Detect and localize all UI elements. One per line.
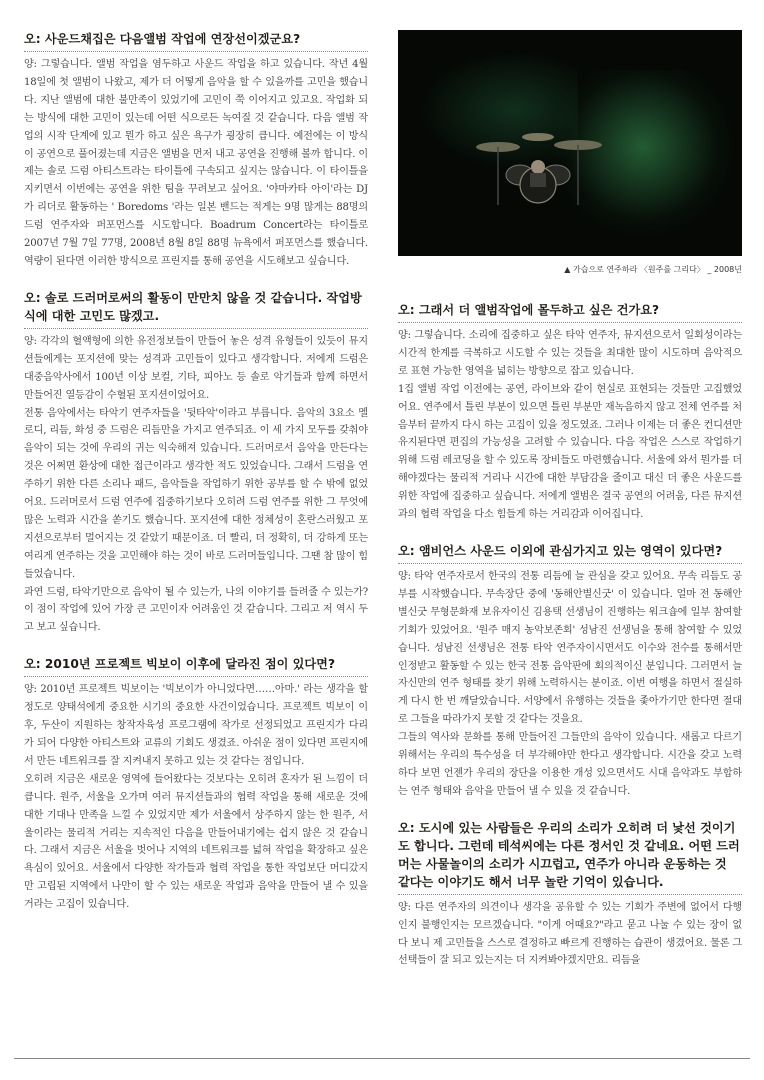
answer-text: 양: 타악 연주자로서 한국의 전통 리듬에 늘 관심을 갖고 있어요. 무속 리듬도 공부를 시작했습니다. 무속장단 중에 '동해안별신굿' 이 있습니다. 얼마 전 동해안별신굿 무형문화재 보유자이신 김용택 선생님이 진행하는 워크숍에 일부 참여할 기회가 있었어요. '원주 매지 농악보존회' 성남진 선생님을 통해 참여할 수 있었습니다. 성남진 선생님은 전통 타악 연주자이시면서도 이수와 전수를 통해서만 인정받고 활동할 수 있는 한국 전통 음악판에 회의적이신 분입니다. 그러면서 늘 자신만의 연주 형태를 찾기 위해 노력하시는 분이죠. 이번 여행을 하면서 절실하게 다시 한 번 깨달았습니다. 서양에서 유행하는 것들을 좇아가기만 한다면 절대로 그들을 따라가지 못할 것 같다는 것을요. 그들의 역사와 문화를 통해 만들어진 그들만의 음악이 있습니다. 새롭고 다르기 위해서는 우리의 특수성을 더 부각해야만 한다고 생각합니다. 시간을 갖고 노력하다 보면 언젠가 우리의 장단을 이용한 개성 있으면서도 시대 음악과도 부합하는 연주 형태와 음악을 만들어 낼 수 있을 것 같습니다. [398, 570, 742, 797]
question-heading: 오: 2010년 프로젝트 빅보이 이후에 달라진 점이 있다면? [24, 655, 368, 677]
question-heading: 오: 솔로 드러머로써의 활동이 만만치 않을 것 같습니다. 작업방식에 대한 고민도 많겠고. [24, 289, 368, 329]
qa-block [24, 655, 368, 914]
qa-block [398, 542, 742, 801]
answer-text: 양: 다른 연주자의 의견이나 생각을 공유할 수 있는 기회가 주변에 없어서 다행인지 불행인지는 모르겠습니다. "이게 어때요?"라고 묻고 나눌 수 있는 장이 없다 보니 제 고민들을 스스로 결정하고 빠르게 진행하는 습관이 생겼어요. 물론 그 선택들이 잘 되고 있는지는 더 지켜봐야겠지만요. 리듬을 [398, 901, 742, 967]
right-column [398, 30, 742, 988]
drum-kit-image [468, 125, 608, 220]
answer-text: 양: 2010년 프로젝트 빅보이는 '빅보이가 아니었다면……아마.' 라는 생각을 할 정도로 양태석에게 중요한 시기의 중요한 사건이었습니다. 프로젝트 빅보이 이후, 두산이 지원하는 창작자육성 프로그램에 작가로 선정되었고 프린지가 다리가 되어 다양한 아티스트와 교류의 기회도 생겼죠. 아쉬운 점이 있다면 프린지에서 만든 네트워크를 잘 지켜내지 못하고 있는 것 같다는 점입니다. 오히려 지금은 새로운 영역에 들어왔다는 것보다는 오히려 혼자가 된 느낌이 더 큽니다. 원주, 서울을 오가며 여러 뮤지션들과의 협력 작업을 통해 새로운 것에 대한 기대나 만족을 느낄 수 있었지만 제가 서울에서 상주하지 않는 한 원주, 서울이라는 물리적 거리는 지속적인 다음을 만들어내기에는 쉽지 않은 것 같습니다. 그래서 지금은 서울을 벗어나 지역의 네트워크를 넓혀 작업을 확장하고 싶은 욕심이 있어요. 서울에서 다양한 작가들과 협력 작업을 통한 작업보단 머디갔지만 고립된 지역에서 나만이 할 수 있는 새로운 작업과 음악을 만들어 낼 수 있을 거라는 고집이 있습니다. [24, 684, 368, 911]
qa-block [398, 301, 742, 524]
qa-block [24, 289, 368, 637]
answer-text: 양: 그렇습니다. 소리에 집중하고 싶은 타악 연주자, 뮤지션으로서 일회성이라는 시간적 한계를 극복하고 시도할 수 있는 것들을 최대한 많이 시도하며 음악적으로 표현 가능한 영역을 넓히는 방향으로 잡고 있습니다. 1집 앨범 작업 이전에는 공연, 라이브와 같이 현실로 표현되는 것들만 고집했었어요. 연주에서 틀린 부분이 있으면 틀린 부분만 재녹음하지 않고 전체 연주를 처음부터 끝까지 다시 하는 고집이 있을 정도였죠. 그러나 이제는 더 좋은 컨디션만 유지된다면 편집의 가능성을 고려할 수 있습니다. 다음 작업은 스스로 작업하기 위해 드럼 레코딩을 할 수 있도록 장비들도 마련했습니다. 서울에 와서 뭔가를 더 해야겠다는 물리적 거리나 시간에 대한 부담감을 줄이고 대신 더 좋은 사운드를 위한 작업에 집중하고 싶습니다. 저에게 앨범은 결국 공연의 어려움, 다른 뮤지션과의 협력 작업을 다소 힘들게 하는 거리감과 이어집니다. [398, 330, 742, 521]
question-heading: 오: 그래서 더 앨범작업에 몰두하고 싶은 건가요? [398, 301, 742, 323]
qa-block [398, 819, 742, 971]
question-heading: 오: 도시에 있는 사람들은 우리의 소리가 오히려 더 낯선 것이기도 합니다. 그런데 테석씨에는 다른 정서인 것 같네요. 어떤 드러머는 사물놀이의 소리가 시끄럽고, 연주가 아니라 운동하는 것 같다는 이야기도 해서 너무 놀란 기억이 있습니다. [398, 819, 742, 895]
qa-block [24, 30, 368, 271]
answer-text: 양: 그렇습니다. 앨범 작업을 염두하고 사운드 작업을 하고 있습니다. 작년 4월 18일에 첫 앨범이 나왔고, 제가 더 어떻게 음악을 할 수 있을까를 고민을 했습니다. 지난 앨범에 대한 불만족이 있었기에 고민이 쭉 이어지고 있고요. 작업화 되는 방식에 대한 고민이 있는데 어떤 식으로든 녹여질 것 같습니다. 다음 앨범 작업의 시작 단계에 있고 뭔가 하고 싶은 욕구가 굉장히 큽니다. 예전에는 이 방식이 공연으로 풀어졌는데 지금은 앨범을 먼저 내고 공연을 진행해 볼까 합니다. 이제는 솔로 드럼 아티스트라는 타이틀에 구속되고 싶지는 않습니다. 이 타이틀을 지키면서 이번에는 공연을 위한 팀을 꾸려보고 싶어요. '야마카타 아이'라는 DJ가 리더로 활동하는 ' Boredoms '라는 일본 밴드는 적게는 9명 많게는 88명의 드럼 연주자와 퍼포먼스를 시도합니다. Boadrum Concert라는 타이틀로 2007년 7월 7일 77명, 2008년 8월 8일 88명 뉴욕에서 퍼포먼스를 했습니다. 역량이 된다면 이러한 방식으로 프린지를 통해 공연을 시도해보고 싶습니다. [24, 59, 368, 267]
answer-text: 양: 각각의 혈액형에 의한 유전정보들이 만들어 놓은 성격 유형들이 있듯이 뮤지션들에게는 포지션에 맞는 성격과 고민들이 있다고 생각합니다. 저에게 드럼은 대중음악사에서 100년 이상 보컬, 기타, 피아노 등 솔로 악기들과 함께 하면서 만들어진 열등감이 수혈된 포지션이었어요. 전통 음악에서는 타악기 연주자들을 '뒷타악'이라고 부릅니다. 음악의 3요소 멜로디, 리듬, 화성 중 드럼은 리듬만을 가지고 연주되죠. 이 세 가지 모두를 갖춰야 음악이 되는 것에 우리의 귀는 익숙해져 있습니다. 드러머로서 음악을 만든다는 것은 어쩌면 환상에 대한 접근이라고 생각한 적도 있었습니다. 그래서 드럼을 연주하기 위한 다른 소리나 패드, 음악들을 작업하기 위한 공부를 할 수 밖에 없었어요. 드러머로서 드럼 연주에 집중하기보다 오히려 드럼 연주를 위한 그 무엇에 많은 노력과 시간을 쏟기도 했습니다. 포지션에 대한 정체성이 혼란스러웠고 포지션으로부터 멀어지는 것 같았기 때문이죠. 더 빨리, 더 정확히, 더 강하게 또는 여리게 연주하는 것을 고민해야 하는 것이 바로 드러머들입니다. 그땐 참 많이 힘들었습니다. 과연 드럼, 타악기만으로 음악이 될 수 있는가, 나의 이야기를 들려줄 수 있는가? 이 점이 작업에 있어 가장 큰 고민이자 어려움인 것 같습니다. 그리고 저 역시 두고 보고 싶습니다. [24, 335, 368, 634]
question-heading: 오: 사운드채집은 다음앨범 작업에 연장선이겠군요? [24, 30, 368, 52]
footer-divider [14, 1058, 750, 1059]
drummer-photo [398, 30, 742, 256]
photo-caption: ▲ 가습으로 연주하라 〈원주를 그리다〉 _ 2008년 [564, 265, 742, 274]
question-heading: 오: 앰비언스 사운드 이외에 관심가지고 있는 영역이 있다면? [398, 542, 742, 564]
left-column [24, 30, 368, 932]
